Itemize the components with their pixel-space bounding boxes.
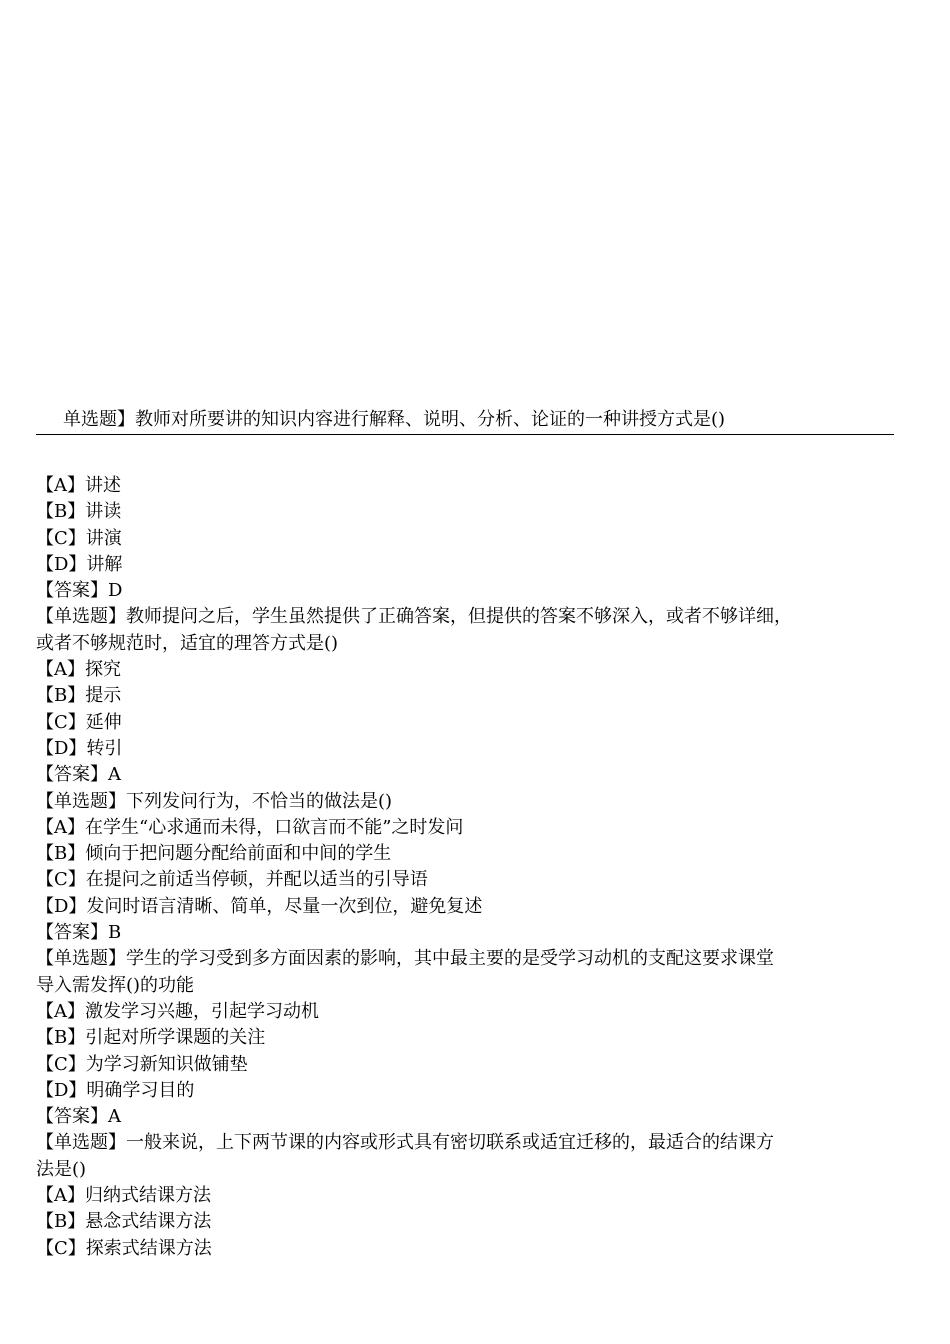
option-line: 【B】讲读 — [36, 501, 122, 523]
question-line-continued: 导入需发挥()的功能 — [36, 974, 195, 996]
question-header-text: 单选题】教师对所要讲的知识内容进行解释、说明、分析、论证的一种讲授方式是() — [63, 409, 726, 430]
option-line: 【C】为学习新知识做铺垫 — [36, 1053, 248, 1075]
answer-line: 【答案】A — [36, 1106, 121, 1128]
answer-line: 【答案】D — [36, 580, 123, 602]
question-header — [36, 408, 894, 435]
option-line: 【A】在学生“心求通而未得，口欲言而不能”之时发问 — [36, 816, 464, 838]
option-line: 【D】发问时语言清晰、简单，尽量一次到位，避免复述 — [36, 895, 483, 917]
answer-line: 【答案】A — [36, 764, 121, 786]
option-line: 【B】提示 — [36, 685, 122, 707]
option-line: 【D】明确学习目的 — [36, 1079, 195, 1101]
option-line: 【D】转引 — [36, 737, 123, 759]
option-line: 【C】探索式结课方法 — [36, 1237, 212, 1259]
option-line: 【C】延伸 — [36, 711, 122, 733]
option-line: 【A】归纳式结课方法 — [36, 1185, 211, 1207]
answer-line: 【答案】B — [36, 922, 122, 944]
question-line: 【单选题】学生的学习受到多方面因素的影响，其中最主要的是受学习动机的支配这要求课堂 — [36, 948, 774, 970]
option-line: 【A】讲述 — [36, 475, 121, 496]
question-line-continued: 法是() — [36, 1158, 87, 1180]
option-line: 【B】倾向于把问题分配给前面和中间的学生 — [36, 843, 392, 865]
question-line: 【单选题】下列发问行为，不恰当的做法是() — [36, 790, 393, 812]
option-line: 【A】探究 — [36, 659, 121, 681]
question-line: 【单选题】教师提问之后，学生虽然提供了正确答案，但提供的答案不够深入，或者不够详细， — [36, 606, 792, 628]
option-line: 【C】在提问之前适当停顿，并配以适当的引导语 — [36, 869, 428, 891]
option-line: 【A】激发学习兴趣，引起学习动机 — [36, 1000, 319, 1022]
question-list — [36, 473, 894, 1262]
option-line: 【D】讲解 — [36, 553, 123, 575]
option-line: 【C】讲演 — [36, 527, 122, 549]
question-line: 【单选题】一般来说，上下两节课的内容或形式具有密切联系或适宜迁移的，最适合的结课方 — [36, 1132, 774, 1154]
option-line: 【B】悬念式结课方法 — [36, 1211, 212, 1233]
option-line: 【B】引起对所学课题的关注 — [36, 1027, 266, 1049]
question-line-continued: 或者不够规范时，适宜的理答方式是() — [36, 632, 339, 654]
